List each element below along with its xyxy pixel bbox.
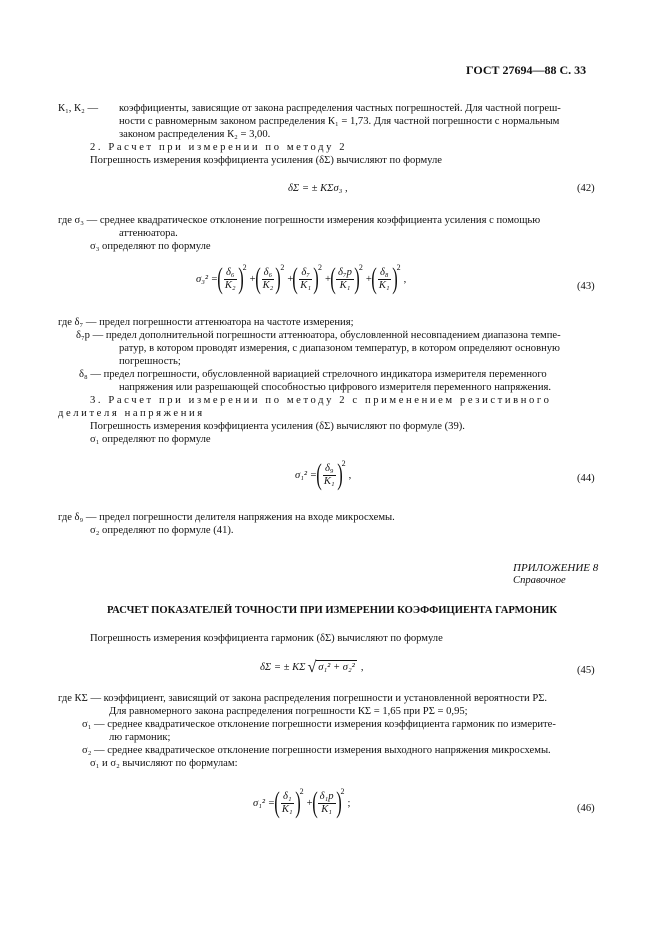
f43-plus3: +	[325, 273, 331, 285]
k-def-line3: законом распределения К₂ = 3,00.	[119, 129, 271, 140]
def-sigma1-line1: σ₁ — среднее квадратическое отклонение погрешности измерения коэффициента гармоник по измерите-	[82, 719, 556, 730]
formula-42: δΣ = ± КΣσ₃ ,	[288, 183, 348, 194]
f46-plus: +	[306, 797, 313, 809]
f44-num: δ₉	[324, 462, 334, 474]
appendix-title: ПРИЛОЖЕНИЕ 8	[513, 562, 599, 574]
k-def-line2: ности с равномерным законом распределения К₁ = 1,73. Для частной погрешности с нормальным	[119, 116, 560, 127]
appendix-intro: Погрешность измерения коэффициента гармоник (δΣ) вычисляют по формуле	[90, 633, 443, 644]
f43-lhs: σ₃² =	[196, 273, 218, 285]
page-header: ГОСТ 27694—88 С. 33	[466, 63, 587, 77]
eq-number-43: (43)	[577, 281, 595, 292]
appendix-subtitle: Справочное	[513, 575, 566, 586]
section3-heading-line1: 3. Расчет при измерении по методу 2 с применением резистивного	[90, 395, 552, 406]
def-ksigma-line2: Для равномерного закона распределения погрешности КΣ = 1,65 при РΣ = 0,95;	[109, 706, 468, 717]
def-delta9: где δ₉ — предел погрешности делителя напряжения на входе микросхемы.	[58, 512, 395, 523]
f43-t1-num: δ₆	[225, 266, 235, 278]
section2-intro: Погрешность измерения коэффициента усиления (δΣ) вычисляют по формуле	[90, 155, 442, 166]
f46-pow1: 2	[299, 786, 304, 796]
sigma1-intro: σ₁ определяют по формуле	[90, 434, 211, 445]
appendix-heading: РАСЧЕТ ПОКАЗАТЕЛЕЙ ТОЧНОСТИ ПРИ ИЗМЕРЕНИИ КОЭФФИЦИЕНТА ГАРМОНИК	[107, 605, 558, 616]
f43-plus4: +	[365, 273, 372, 285]
def-delta7: где δ₇ — предел погрешности аттенюатора на частоте измерения;	[58, 317, 354, 328]
f43-pow2: 2	[280, 262, 285, 272]
f43-t5-num: δ₈	[379, 266, 389, 278]
f45-lhs: δΣ = ± КΣ	[260, 661, 306, 673]
eq-number-42: (42)	[577, 183, 595, 194]
sigma-calc-intro: σ₁ и σ₂ вычисляют по формулам:	[90, 758, 238, 769]
section3-intro: Погрешность измерения коэффициента усиления (δΣ) вычисляют по формуле (39).	[90, 421, 465, 432]
f44-pow: 2	[341, 458, 346, 468]
def-delta7p-line3: погрешность;	[119, 356, 181, 367]
f43-plus2: +	[287, 273, 294, 285]
def-delta7p-line2: ратур, в котором проводят измерения, с диапазоном температур, в котором определяют основную	[119, 343, 560, 354]
def-ksigma-line1: где КΣ — коэффициент, зависящий от закона распределения погрешности и установленной вероятности РΣ.	[58, 693, 548, 704]
f43-pow3: 2	[318, 262, 323, 272]
f43-pow1: 2	[242, 262, 247, 272]
f46-pow2: 2	[340, 786, 345, 796]
f43-tail: ,	[403, 273, 407, 285]
f43-t2-den: К₂	[262, 279, 274, 291]
f46-tail: ;	[347, 797, 351, 809]
f43-pow4: 2	[358, 262, 363, 272]
f45-tail: ,	[360, 661, 364, 673]
f43-t4-num: δ₇р	[338, 266, 352, 278]
section2-heading: 2. Расчет при измерении по методу 2	[90, 142, 348, 153]
f45-radicand: σ₁² + σ₂²	[318, 662, 355, 673]
f43-t4-den: К₁	[339, 279, 351, 291]
formula-43: σ₃² = ( $\frac{\text{δ₆}}{\text{К₂}}$ ) 2 + ( $\frac{\text{δ₆}}{\text{К₂}}$ ) 2 + ( $\frac{\text{δ₇}}{\text{К₁}}$ ) 2 + ( $\frac{\text{δ₇р}}{\text{К₁}}$ ) 2 + ( $\frac{\text{δ₈}}{\text{К₁}}$ ) 2 ,	[196, 262, 407, 295]
def-sigma2: σ₂ — среднее квадратическое отклонение погрешности измерения выходного напряжения микросхемы.	[82, 745, 551, 756]
where-sigma3-line1: где σ₃ — среднее квадратическое отклонение погрешности измерения коэффициента усиления с помощью	[58, 215, 541, 226]
formula-44: σ₁² = ( $\frac{\text{δ₉}}{\text{К₁}}$ ) 2 ,	[295, 458, 352, 491]
f44-tail: ,	[348, 469, 352, 481]
f43-plus1: +	[249, 273, 256, 285]
where-sigma3-line2: аттенюатора.	[119, 228, 178, 239]
def-sigma1-line2: лю гармоник;	[109, 732, 171, 743]
f43-t2-num: δ₆	[263, 266, 273, 278]
sqrt-symbol: √	[307, 658, 317, 676]
f46-t2-num: δ₁р	[319, 790, 334, 802]
f46-t1-num: δ₁	[282, 790, 292, 802]
sigma3-intro: σ₃ определяют по формуле	[90, 241, 211, 252]
f43-t3-num: δ₇	[301, 266, 310, 278]
f46-lhs: σ₁² =	[253, 797, 275, 809]
sigma2-ref: σ₂ определяют по формуле (41).	[90, 525, 234, 536]
eq-number-45: (45)	[577, 665, 595, 676]
eq-number-46: (46)	[577, 803, 595, 814]
f43-t3-den: К₁	[300, 279, 312, 291]
def-delta8-line1: δ₈ — предел погрешности, обусловленной вариацией стрелочного индикатора измерителя переменного	[79, 369, 547, 380]
def-delta7p-line1: δ₇р — предел дополнительной погрешности аттенюатора, обусловленной несовпадением диапазона темпе-	[76, 330, 561, 341]
k-def-line1: коэффициенты, зависящие от закона распределения частных погрешностей. Для частной погреш-	[119, 103, 561, 114]
formula-46: σ₁² = ( $\frac{\text{δ₁}}{\text{К₁}}$ ) 2 + ( $\frac{\text{δ₁р}}{\text{К₁}}$ ) 2 ;	[253, 786, 351, 819]
f43-pow5: 2	[396, 262, 401, 272]
eq-number-44: (44)	[577, 473, 595, 484]
k-def-lead: К₁, К₂ —	[58, 103, 99, 114]
def-delta8-line2: напряжения или разрешающей способностью цифрового измерителя переменного напряжения.	[119, 382, 552, 393]
f44-den: К₁	[323, 475, 335, 487]
f44-lhs: σ₁² =	[295, 469, 317, 481]
f46-t2-den: К₁	[321, 803, 332, 815]
formula-45	[260, 660, 364, 674]
section3-heading-line2: делителя напряжения	[58, 408, 205, 419]
f43-t1-den: К₂	[224, 279, 236, 291]
f46-t1-den: К₁	[281, 803, 293, 815]
f43-t5-den: К₁	[378, 279, 390, 291]
